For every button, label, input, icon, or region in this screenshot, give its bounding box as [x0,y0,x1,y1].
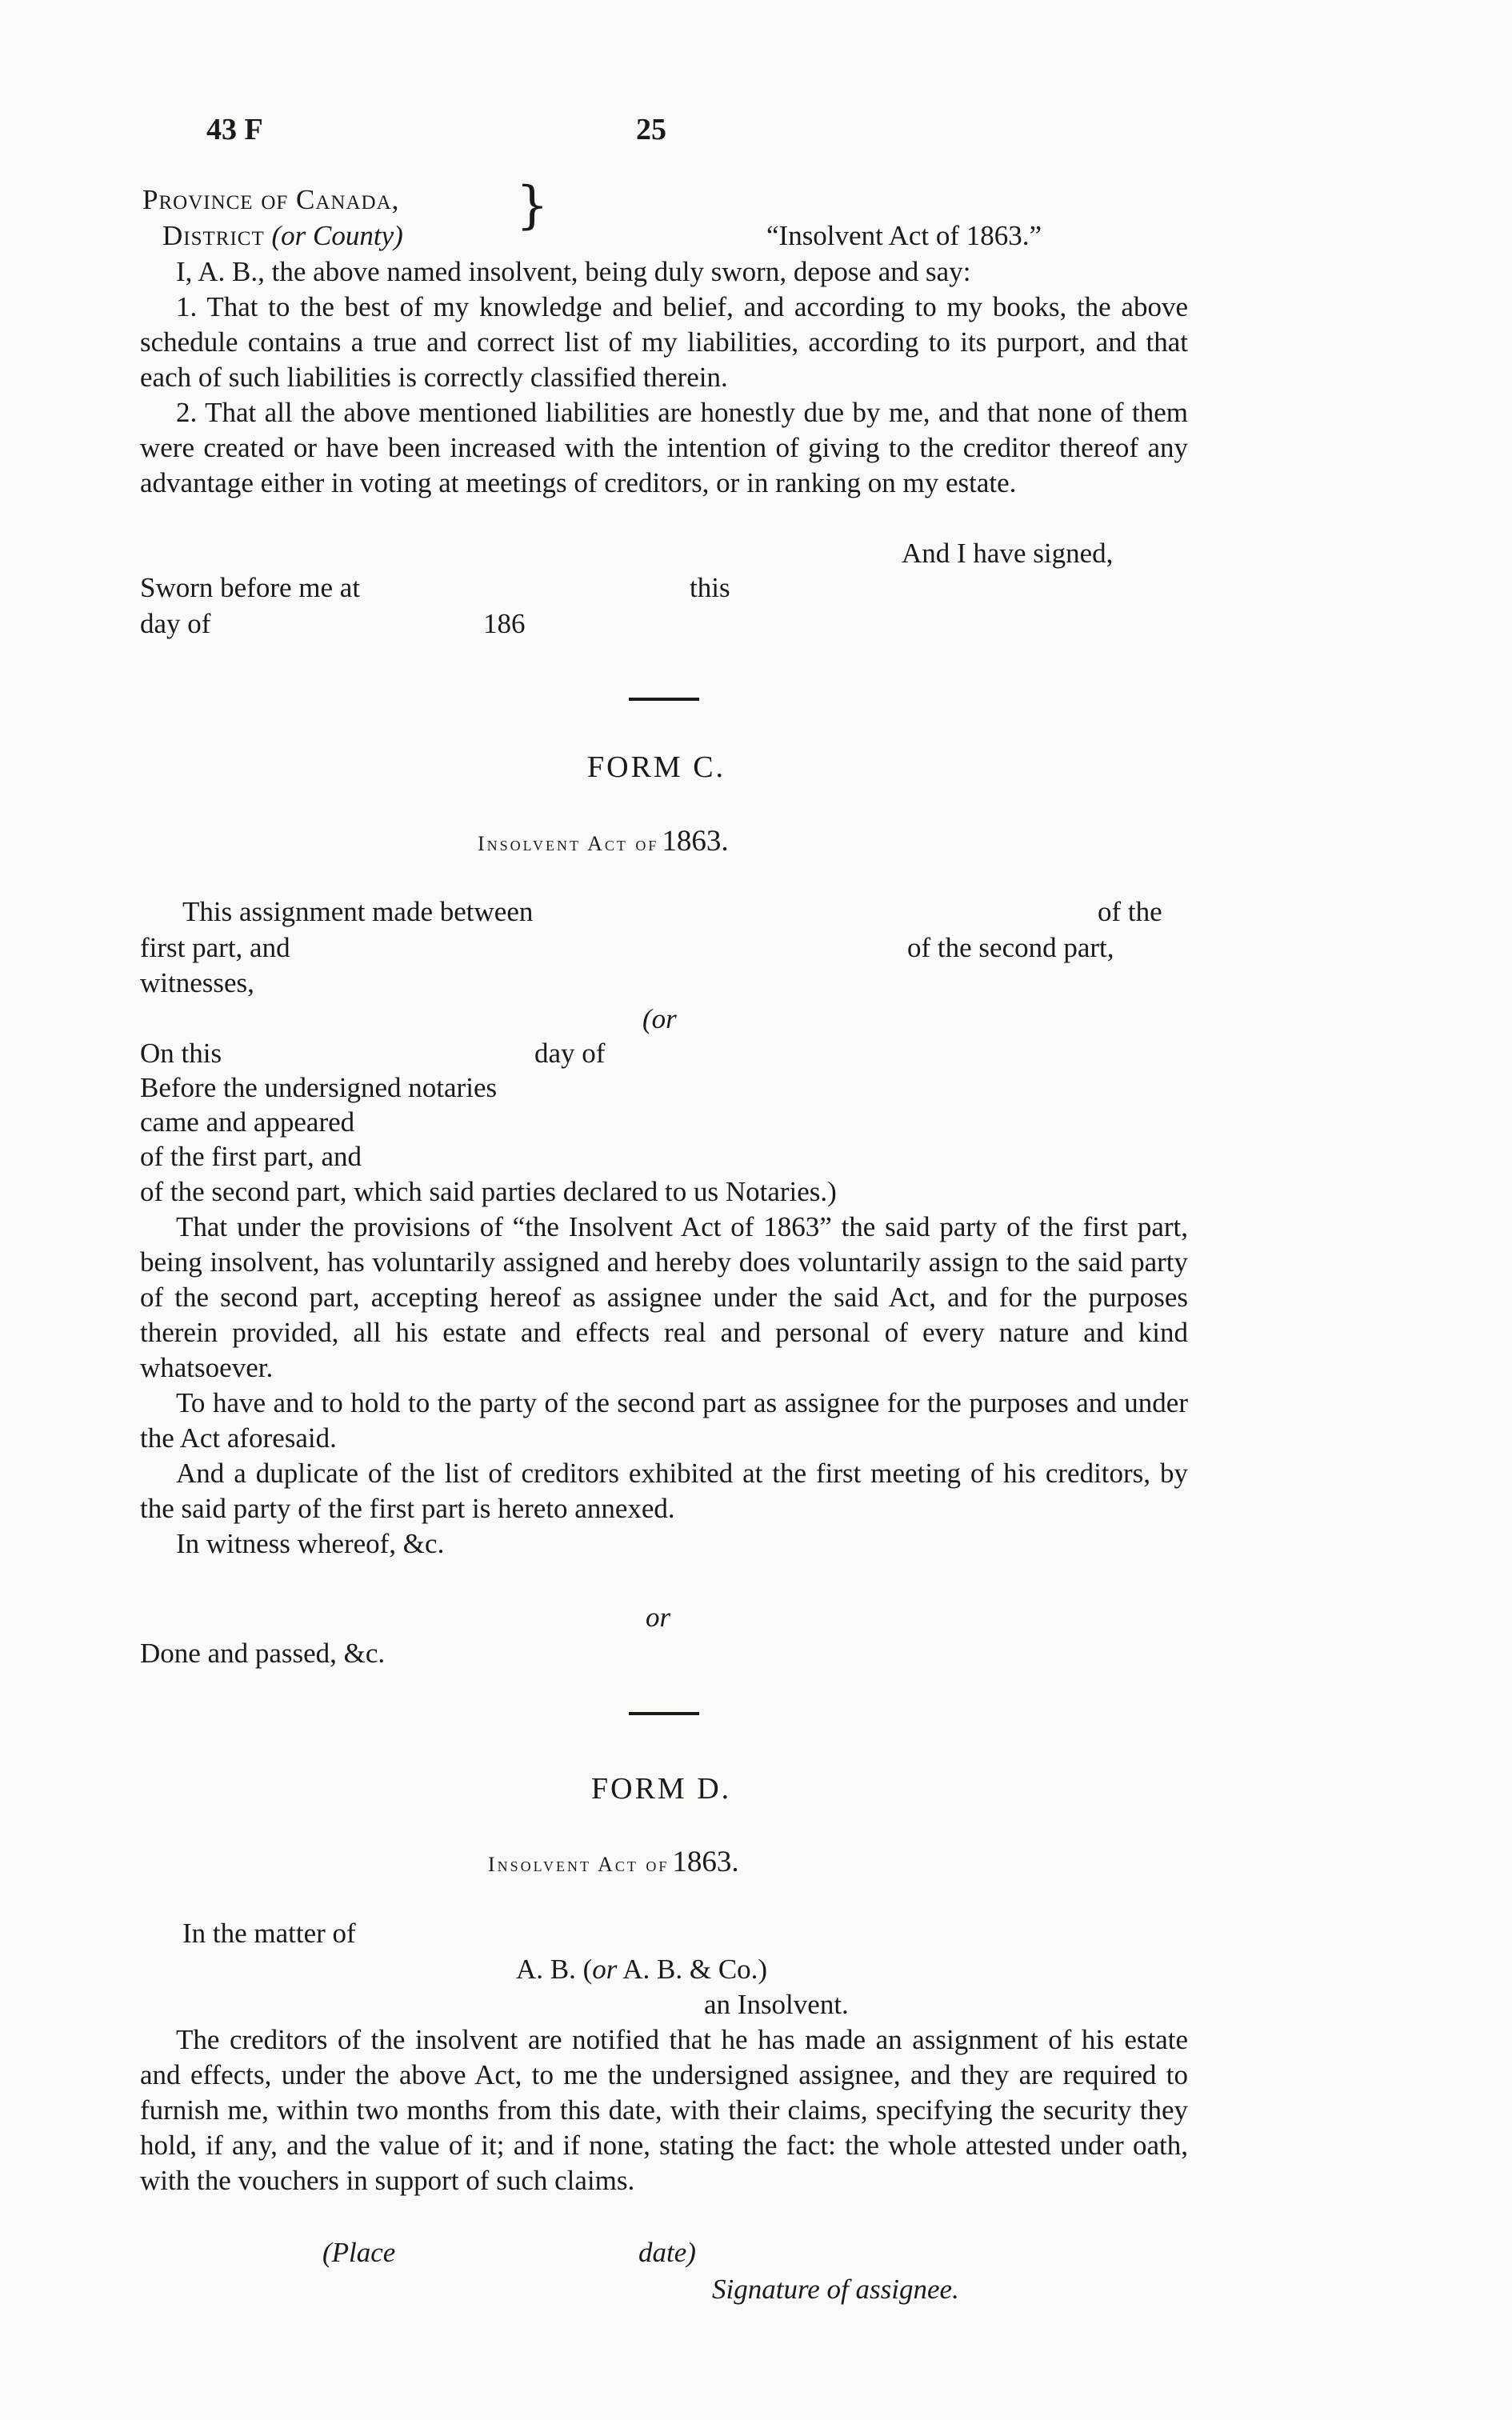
form-d-matter: In the matter of [182,1918,356,1949]
district-label: District [162,220,265,251]
district-heading [162,218,403,254]
form-d-date: date) [638,2237,696,2268]
form-c-line-2b: of the second part, [907,932,1114,963]
form-d-insolvent: an Insolvent. [704,1989,849,2020]
form-c-or: (or [642,1003,677,1034]
form-c-line-4a: On this [140,1038,222,1069]
form-d-place: (Place [322,2237,396,2268]
form-c-line-1a: This assignment made between [182,896,534,927]
form-c-line-2a: first part, and [140,932,290,963]
year-label: 186 [483,608,526,639]
form-c-para-4: In witness whereof, &c. [176,1528,445,1559]
form-c-line-5: Before the undersigned notaries [140,1072,498,1103]
county-label: (or County) [271,220,403,251]
form-c-para-2: To have and to hold to the party of the second part as assignee for the purposes and under the Act aforesaid. [140,1387,1188,1454]
page-label: 43 F [206,113,263,146]
form-d-act-label: Insolvent Act of [488,1853,670,1876]
form-d-act-title [488,1845,739,1879]
section-divider-2 [629,1712,699,1715]
this-label: this [690,572,730,603]
form-d-para-1: The creditors of the insolvent are notified that he has made an assignment of his estate and effects, under the above Act, to me the undersigned assignee, and they are required to furnish me, within two months from this date, with their claims, specifying the security they hold, if any, and the value of it; and if none, stating the fact: the whole attested under oath, with the vouchers in support of such claims. [140,2024,1188,2196]
form-d-body [140,2022,1188,2198]
affidavit-para-2: 2. That all the above mentioned liabilities are honestly due by me, and that none of them were created or have been increased with the intention of giving to the creditor thereof any advantage either in voting at meetings of creditors, or in ranking on my estate. [140,397,1188,498]
form-c-body [140,1210,1188,1562]
form-d-signature: Signature of assignee. [712,2274,959,2305]
form-d-act-year: 1863. [672,1846,739,1878]
form-c-para-1: That under the provisions of “the Insolvent Act of 1863” the said party of the first part, being insolvent, has voluntarily assigned and hereby does voluntarily assign to the said party of the second part, accepting hereof as assignee under the said Act, and for the purposes therein provided, all his estate and effects real and personal of every nature and kind whatsoever. [140,1211,1188,1383]
form-c-act-label: Insolvent Act of [478,832,659,855]
signed-note: And I have signed, [902,538,1114,569]
section-divider [629,698,699,701]
form-d-party-or: or [592,1954,618,1985]
form-c-line-8: of the second part, which said parties declared to us Notaries.) [140,1176,837,1207]
affidavit-body [140,254,1188,501]
form-c-line-6: came and appeared [140,1106,355,1138]
act-quote: “Insolvent Act of 1863.” [766,220,1042,251]
form-d-party [516,1952,767,1987]
province-heading: Province of Canada, [142,184,400,215]
form-c-title: FORM C. [587,750,726,784]
form-c-or-2: or [646,1602,671,1633]
form-c-line-4b: day of [534,1038,606,1069]
sworn-label: Sworn before me at [140,572,361,603]
affidavit-para-1: 1. That to the best of my knowledge and belief, and according to my books, the above schedule contains a true and correct list of my liabilities, according to its purport, and that each of such liabilities is correctly classified therein. [140,291,1188,393]
form-d-party-b: A. B. & Co.) [617,1954,768,1985]
form-c-line-3: witnesses, [140,967,254,998]
form-c-act-year: 1863. [662,825,729,858]
affidavit-intro: I, A. B., the above named insolvent, being duly sworn, depose and say: [176,256,971,287]
form-c-line-1b: of the [1098,896,1162,927]
form-c-para-3: And a duplicate of the list of creditors exhibited at the first meeting of his creditors, by the said party of the first part is hereto annexed. [140,1458,1188,1524]
brace-mark: } [516,176,549,235]
form-c-line-7: of the first part, and [140,1141,362,1172]
form-d-party-a: A. B. ( [516,1954,593,1985]
form-d-title: FORM D. [591,1772,732,1806]
page-number: 25 [636,113,666,146]
form-c-done: Done and passed, &c. [140,1638,386,1669]
form-c-act-title [478,824,729,858]
day-of-label: day of [140,608,211,639]
